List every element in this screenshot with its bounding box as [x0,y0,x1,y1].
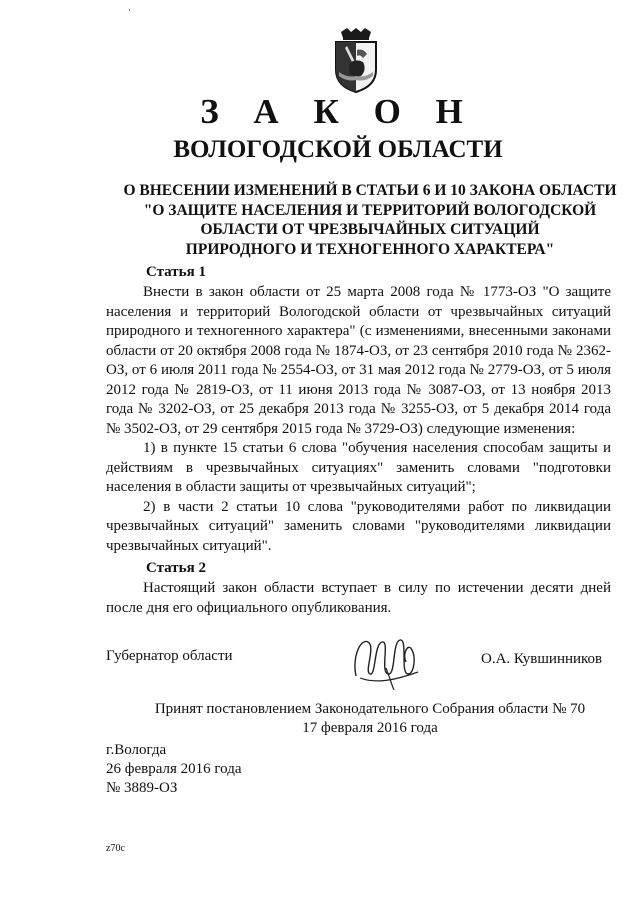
law-heading-line: "О ЗАЩИТЕ НАСЕЛЕНИЯ И ТЕРРИТОРИЙ ВОЛОГОДСКОЙ [143,201,597,219]
article-2-body [106,579,611,618]
adoption-note [100,700,640,738]
document-title: З А К О Н [200,92,476,131]
law-number: № 3889-ОЗ [106,780,178,796]
city: г.Вологда [106,742,167,758]
article-paragraph: Настоящий закон области вступает в силу по истечении десяти дней после дня его официального опубликования. [106,580,611,616]
article-paragraph: 2) в части 2 статьи 10 слова "руководителями работ по ликвидации чрезвычайных ситуаций" заменить словами "руководителями ликвидации чрезвычайных ситуаций". [106,498,611,554]
article-1-body [106,283,611,556]
signatory-position: Губернатор области [106,648,233,664]
handwritten-signature-icon [346,628,436,690]
scan-mark [129,9,130,11]
place-and-number [106,741,242,798]
law-heading-line: ПРИРОДНОГО И ТЕХНОГЕННОГО ХАРАКТЕРА" [185,240,555,258]
footer-code: z70c [106,843,125,854]
signing-date: 26 февраля 2016 года [106,761,242,777]
law-heading [100,181,640,259]
article-paragraph: Внести в закон области от 25 марта 2008 года № 1773-ОЗ "О защите населения и территорий Вологодской области от чрезвычайных ситуаций природного и техногенного характера" (с изменениями, внесенными законами области от 20 октября 2008 года № 1874-ОЗ, от 23 сентября 2010 года № 2362-ОЗ, от 6 июля 2011 года № 2554-ОЗ, от 31 мая 2012 года № 2779-ОЗ, от 5 июля 2012 года № 2819-ОЗ, от 11 июня 2013 года № 3087-ОЗ, от 13 ноября 2013 года № 3202-ОЗ, от 25 декабря 2013 года № 3255-ОЗ, от 5 декабря 2014 года № 3502-ОЗ, от 29 сентября 2015 года № 3729-ОЗ) следующие изменения: [106,284,611,437]
signatory-name: О.А. Кувшинников [481,651,603,667]
region-title: ВОЛОГОДСКОЙ ОБЛАСТИ [173,136,503,163]
article-paragraph: 1) в пункте 15 статьи 6 слова "обучения населения способам защиты и действиям в чрезвычайных ситуациях" заменить словами "подготовки населения в области защиты от чрезвычайных ситуаций"; [106,440,611,495]
adoption-line: Принят постановлением Законодательного Собрания области № 70 [154,701,586,717]
law-heading-line: ОБЛАСТИ ОТ ЧРЕЗВЫЧАЙНЫХ СИТУАЦИЙ [200,221,540,238]
article-2-title: Статья 2 [146,560,206,576]
adoption-date: 17 февраля 2016 года [302,720,438,736]
article-1-title: Статья 1 [146,264,206,280]
law-heading-line: О ВНЕСЕНИИ ИЗМЕНЕНИЙ В СТАТЬИ 6 И 10 ЗАКОНА ОБЛАСТИ [123,182,617,199]
coat-of-arms-icon [333,28,379,94]
